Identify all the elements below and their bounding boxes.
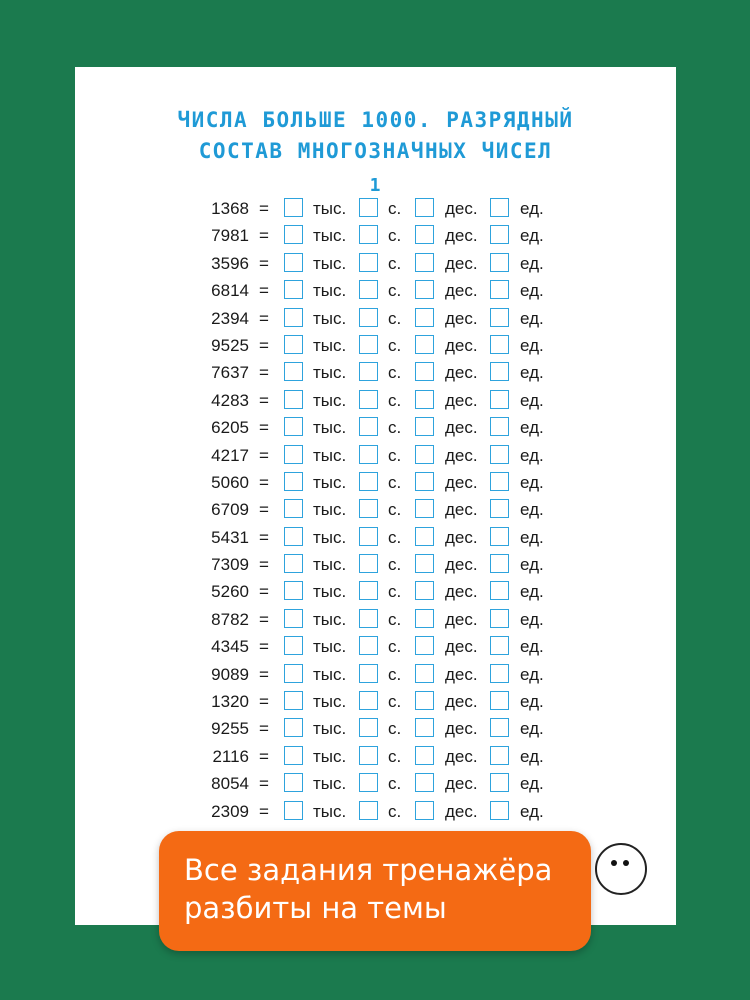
hundreds-answer-box[interactable]: [359, 773, 378, 792]
smiley-icon: [595, 843, 647, 895]
exercise-row: [75, 442, 676, 469]
tens-answer-box[interactable]: [415, 280, 434, 299]
exercise-row: [75, 469, 676, 496]
units-label: ед.: [520, 418, 544, 438]
tens-label: дес.: [445, 418, 478, 438]
exercise-row: [75, 496, 676, 523]
hundreds-answer-box[interactable]: [359, 198, 378, 217]
units-label: ед.: [520, 582, 544, 602]
hundreds-label: с.: [388, 664, 402, 684]
hundreds-answer-box[interactable]: [359, 636, 378, 655]
hundreds-label: с.: [388, 335, 402, 355]
hundreds-answer-box[interactable]: [359, 746, 378, 765]
page-title: [75, 105, 676, 167]
hundreds-label: с.: [388, 719, 402, 739]
units-label: ед.: [520, 390, 544, 410]
tens-answer-box[interactable]: [415, 746, 434, 765]
tens-label: дес.: [445, 555, 478, 575]
thousands-answer-box[interactable]: [284, 390, 303, 409]
hundreds-label: с.: [388, 582, 402, 602]
tens-label: дес.: [445, 253, 478, 273]
number-value: 5260: [211, 582, 249, 602]
exercise-row: [75, 222, 676, 249]
number-value: 6205: [211, 418, 249, 438]
hundreds-answer-box[interactable]: [359, 718, 378, 737]
tens-answer-box[interactable]: [415, 581, 434, 600]
thousands-label: тыс.: [313, 582, 347, 602]
thousands-answer-box[interactable]: [284, 280, 303, 299]
thousands-label: тыс.: [313, 281, 347, 301]
promo-banner: [159, 831, 591, 951]
equals-sign: =: [259, 609, 269, 629]
hundreds-answer-box[interactable]: [359, 335, 378, 354]
exercise-row: [75, 633, 676, 660]
number-value: 5431: [211, 527, 249, 547]
number-value: 4345: [211, 637, 249, 657]
tens-label: дес.: [445, 472, 478, 492]
hundreds-label: с.: [388, 692, 402, 712]
units-label: ед.: [520, 719, 544, 739]
tens-label: дес.: [445, 746, 478, 766]
number-value: 1320: [211, 692, 249, 712]
exercise-row: [75, 661, 676, 688]
exercise-row: [75, 715, 676, 742]
tens-answer-box[interactable]: [415, 636, 434, 655]
hundreds-answer-box[interactable]: [359, 691, 378, 710]
hundreds-label: с.: [388, 253, 402, 273]
hundreds-answer-box[interactable]: [359, 581, 378, 600]
units-label: ед.: [520, 746, 544, 766]
units-answer-box[interactable]: [490, 280, 509, 299]
number-value: 2116: [212, 746, 249, 766]
units-label: ед.: [520, 363, 544, 383]
hundreds-label: с.: [388, 390, 402, 410]
number-value: 9525: [211, 335, 249, 355]
units-answer-box[interactable]: [490, 636, 509, 655]
tens-label: дес.: [445, 527, 478, 547]
equals-sign: =: [259, 226, 269, 246]
exercise-row: [75, 195, 676, 222]
tens-answer-box[interactable]: [415, 390, 434, 409]
hundreds-answer-box[interactable]: [359, 280, 378, 299]
equals-sign: =: [259, 445, 269, 465]
hundreds-label: с.: [388, 609, 402, 629]
thousands-answer-box[interactable]: [284, 417, 303, 436]
tens-answer-box[interactable]: [415, 691, 434, 710]
tens-label: дес.: [445, 390, 478, 410]
units-label: ед.: [520, 308, 544, 328]
hundreds-answer-box[interactable]: [359, 554, 378, 573]
units-answer-box[interactable]: [490, 225, 509, 244]
units-label: ед.: [520, 555, 544, 575]
equals-sign: =: [259, 390, 269, 410]
equals-sign: =: [259, 527, 269, 547]
thousands-label: тыс.: [313, 637, 347, 657]
tens-label: дес.: [445, 637, 478, 657]
thousands-label: тыс.: [313, 719, 347, 739]
hundreds-label: с.: [388, 555, 402, 575]
thousands-label: тыс.: [313, 308, 347, 328]
units-label: ед.: [520, 609, 544, 629]
thousands-label: тыс.: [313, 418, 347, 438]
equals-sign: =: [259, 801, 269, 821]
hundreds-answer-box[interactable]: [359, 308, 378, 327]
equals-sign: =: [259, 774, 269, 794]
number-value: 7637: [211, 363, 249, 383]
number-value: 5060: [211, 472, 249, 492]
units-label: ед.: [520, 692, 544, 712]
units-answer-box[interactable]: [490, 527, 509, 546]
title-line-2: СОСТАВ МНОГОЗНАЧНЫХ ЧИСЕЛ: [198, 139, 553, 163]
equals-sign: =: [259, 664, 269, 684]
equals-sign: =: [259, 582, 269, 602]
exercise-row: [75, 524, 676, 551]
number-value: 6709: [211, 500, 249, 520]
hundreds-label: с.: [388, 637, 402, 657]
units-answer-box[interactable]: [490, 718, 509, 737]
hundreds-label: с.: [388, 363, 402, 383]
equals-sign: =: [259, 308, 269, 328]
tens-label: дес.: [445, 226, 478, 246]
units-answer-box[interactable]: [490, 445, 509, 464]
thousands-answer-box[interactable]: [284, 746, 303, 765]
tens-answer-box[interactable]: [415, 801, 434, 820]
thousands-label: тыс.: [313, 500, 347, 520]
thousands-answer-box[interactable]: [284, 362, 303, 381]
thousands-label: тыс.: [313, 774, 347, 794]
equals-sign: =: [259, 281, 269, 301]
number-value: 4217: [211, 445, 249, 465]
thousands-label: тыс.: [313, 609, 347, 629]
tens-label: дес.: [445, 609, 478, 629]
number-value: 8054: [211, 774, 249, 794]
title-line-1: ЧИСЛА БОЛЬШЕ 1000. РАЗРЯДНЫЙ: [177, 108, 574, 132]
tens-answer-box[interactable]: [415, 718, 434, 737]
units-label: ед.: [520, 664, 544, 684]
tens-answer-box[interactable]: [415, 253, 434, 272]
equals-sign: =: [259, 418, 269, 438]
number-value: 4283: [211, 390, 249, 410]
number-value: 3596: [211, 253, 249, 273]
hundreds-label: с.: [388, 281, 402, 301]
tens-label: дес.: [445, 308, 478, 328]
thousands-label: тыс.: [313, 199, 347, 218]
units-answer-box[interactable]: [490, 362, 509, 381]
thousands-label: тыс.: [313, 226, 347, 246]
units-answer-box[interactable]: [490, 609, 509, 628]
units-answer-box[interactable]: [490, 499, 509, 518]
thousands-answer-box[interactable]: [284, 581, 303, 600]
hundreds-label: с.: [388, 527, 402, 547]
tens-answer-box[interactable]: [415, 527, 434, 546]
exercise-rows: [75, 195, 676, 825]
units-answer-box[interactable]: [490, 335, 509, 354]
units-answer-box[interactable]: [490, 773, 509, 792]
banner-line-1: Все задания тренажёра: [184, 853, 553, 887]
thousands-answer-box[interactable]: [284, 499, 303, 518]
tens-label: дес.: [445, 199, 478, 218]
tens-answer-box[interactable]: [415, 472, 434, 491]
thousands-answer-box[interactable]: [284, 554, 303, 573]
tens-answer-box[interactable]: [415, 664, 434, 683]
equals-sign: =: [259, 335, 269, 355]
units-answer-box[interactable]: [490, 308, 509, 327]
hundreds-label: с.: [388, 308, 402, 328]
thousands-label: тыс.: [313, 692, 347, 712]
tens-label: дес.: [445, 582, 478, 602]
number-value: 2309: [211, 801, 249, 821]
units-answer-box[interactable]: [490, 417, 509, 436]
tens-label: дес.: [445, 774, 478, 794]
equals-sign: =: [259, 363, 269, 383]
thousands-answer-box[interactable]: [284, 527, 303, 546]
exercise-row: [75, 606, 676, 633]
tens-label: дес.: [445, 335, 478, 355]
equals-sign: =: [259, 692, 269, 712]
hundreds-answer-box[interactable]: [359, 499, 378, 518]
hundreds-answer-box[interactable]: [359, 445, 378, 464]
tens-answer-box[interactable]: [415, 308, 434, 327]
equals-sign: =: [259, 199, 269, 218]
units-answer-box[interactable]: [490, 801, 509, 820]
units-label: ед.: [520, 637, 544, 657]
units-label: ед.: [520, 445, 544, 465]
units-label: ед.: [520, 281, 544, 301]
equals-sign: =: [259, 719, 269, 739]
number-value: 9255: [211, 719, 249, 739]
units-label: ед.: [520, 527, 544, 547]
hundreds-answer-box[interactable]: [359, 472, 378, 491]
thousands-label: тыс.: [313, 253, 347, 273]
units-answer-box[interactable]: [490, 664, 509, 683]
thousands-label: тыс.: [313, 801, 347, 821]
exercise-row: [75, 359, 676, 386]
hundreds-answer-box[interactable]: [359, 225, 378, 244]
exercise-row: [75, 551, 676, 578]
thousands-answer-box[interactable]: [284, 636, 303, 655]
units-label: ед.: [520, 500, 544, 520]
hundreds-label: с.: [388, 199, 402, 218]
units-label: ед.: [520, 335, 544, 355]
exercise-row: [75, 578, 676, 605]
thousands-answer-box[interactable]: [284, 718, 303, 737]
tens-label: дес.: [445, 363, 478, 383]
units-answer-box[interactable]: [490, 390, 509, 409]
tens-label: дес.: [445, 692, 478, 712]
equals-sign: =: [259, 500, 269, 520]
exercise-row: [75, 798, 676, 825]
tens-answer-box[interactable]: [415, 417, 434, 436]
number-value: 9089: [211, 664, 249, 684]
thousands-answer-box[interactable]: [284, 609, 303, 628]
number-value: 1368: [211, 199, 249, 218]
thousands-answer-box[interactable]: [284, 253, 303, 272]
hundreds-label: с.: [388, 801, 402, 821]
tens-answer-box[interactable]: [415, 445, 434, 464]
units-answer-box[interactable]: [490, 472, 509, 491]
equals-sign: =: [259, 555, 269, 575]
exercise-row: [75, 688, 676, 715]
tens-label: дес.: [445, 445, 478, 465]
units-answer-box[interactable]: [490, 691, 509, 710]
hundreds-answer-box[interactable]: [359, 664, 378, 683]
tens-label: дес.: [445, 281, 478, 301]
thousands-answer-box[interactable]: [284, 773, 303, 792]
thousands-answer-box[interactable]: [284, 472, 303, 491]
hundreds-label: с.: [388, 418, 402, 438]
equals-sign: =: [259, 472, 269, 492]
tens-answer-box[interactable]: [415, 773, 434, 792]
number-value: 2394: [211, 308, 249, 328]
tens-answer-box[interactable]: [415, 335, 434, 354]
hundreds-answer-box[interactable]: [359, 390, 378, 409]
tens-answer-box[interactable]: [415, 362, 434, 381]
thousands-answer-box[interactable]: [284, 691, 303, 710]
exercise-row: [75, 770, 676, 797]
hundreds-answer-box[interactable]: [359, 801, 378, 820]
hundreds-answer-box[interactable]: [359, 609, 378, 628]
units-label: ед.: [520, 226, 544, 246]
exercise-number: 1: [369, 175, 381, 196]
units-label: ед.: [520, 199, 544, 218]
thousands-answer-box[interactable]: [284, 664, 303, 683]
tens-label: дес.: [445, 500, 478, 520]
units-label: ед.: [520, 472, 544, 492]
number-value: 7981: [211, 226, 249, 246]
hundreds-answer-box[interactable]: [359, 362, 378, 381]
banner-line-2: разбиты на темы: [184, 891, 447, 925]
units-answer-box[interactable]: [490, 198, 509, 217]
exercise-row: [75, 332, 676, 359]
units-label: ед.: [520, 801, 544, 821]
tens-label: дес.: [445, 801, 478, 821]
thousands-label: тыс.: [313, 363, 347, 383]
tens-answer-box[interactable]: [415, 225, 434, 244]
equals-sign: =: [259, 637, 269, 657]
thousands-answer-box[interactable]: [284, 225, 303, 244]
hundreds-label: с.: [388, 226, 402, 246]
hundreds-answer-box[interactable]: [359, 527, 378, 546]
tens-label: дес.: [445, 719, 478, 739]
thousands-label: тыс.: [313, 527, 347, 547]
thousands-label: тыс.: [313, 335, 347, 355]
exercise-row: [75, 277, 676, 304]
thousands-answer-box[interactable]: [284, 445, 303, 464]
tens-answer-box[interactable]: [415, 609, 434, 628]
thousands-label: тыс.: [313, 555, 347, 575]
equals-sign: =: [259, 746, 269, 766]
thousands-answer-box[interactable]: [284, 198, 303, 217]
number-value: 6814: [211, 281, 249, 301]
equals-sign: =: [259, 253, 269, 273]
hundreds-answer-box[interactable]: [359, 417, 378, 436]
tens-answer-box[interactable]: [415, 499, 434, 518]
units-answer-box[interactable]: [490, 746, 509, 765]
thousands-label: тыс.: [313, 746, 347, 766]
exercise-row: [75, 250, 676, 277]
tens-label: дес.: [445, 664, 478, 684]
worksheet-page: [75, 67, 676, 925]
number-value: 7309: [211, 555, 249, 575]
tens-answer-box[interactable]: [415, 198, 434, 217]
hundreds-label: с.: [388, 500, 402, 520]
hundreds-label: с.: [388, 774, 402, 794]
thousands-label: тыс.: [313, 445, 347, 465]
units-answer-box[interactable]: [490, 554, 509, 573]
units-answer-box[interactable]: [490, 581, 509, 600]
units-answer-box[interactable]: [490, 253, 509, 272]
thousands-label: тыс.: [313, 472, 347, 492]
exercise-row: [75, 387, 676, 414]
thousands-label: тыс.: [313, 664, 347, 684]
thousands-answer-box[interactable]: [284, 801, 303, 820]
hundreds-label: с.: [388, 472, 402, 492]
thousands-answer-box[interactable]: [284, 308, 303, 327]
exercise-row: [75, 414, 676, 441]
exercise-row: [75, 743, 676, 770]
units-label: ед.: [520, 774, 544, 794]
thousands-label: тыс.: [313, 390, 347, 410]
thousands-answer-box[interactable]: [284, 335, 303, 354]
number-value: 8782: [211, 609, 249, 629]
exercise-row: [75, 305, 676, 332]
units-label: ед.: [520, 253, 544, 273]
tens-answer-box[interactable]: [415, 554, 434, 573]
hundreds-answer-box[interactable]: [359, 253, 378, 272]
hundreds-label: с.: [388, 445, 402, 465]
hundreds-label: с.: [388, 746, 402, 766]
